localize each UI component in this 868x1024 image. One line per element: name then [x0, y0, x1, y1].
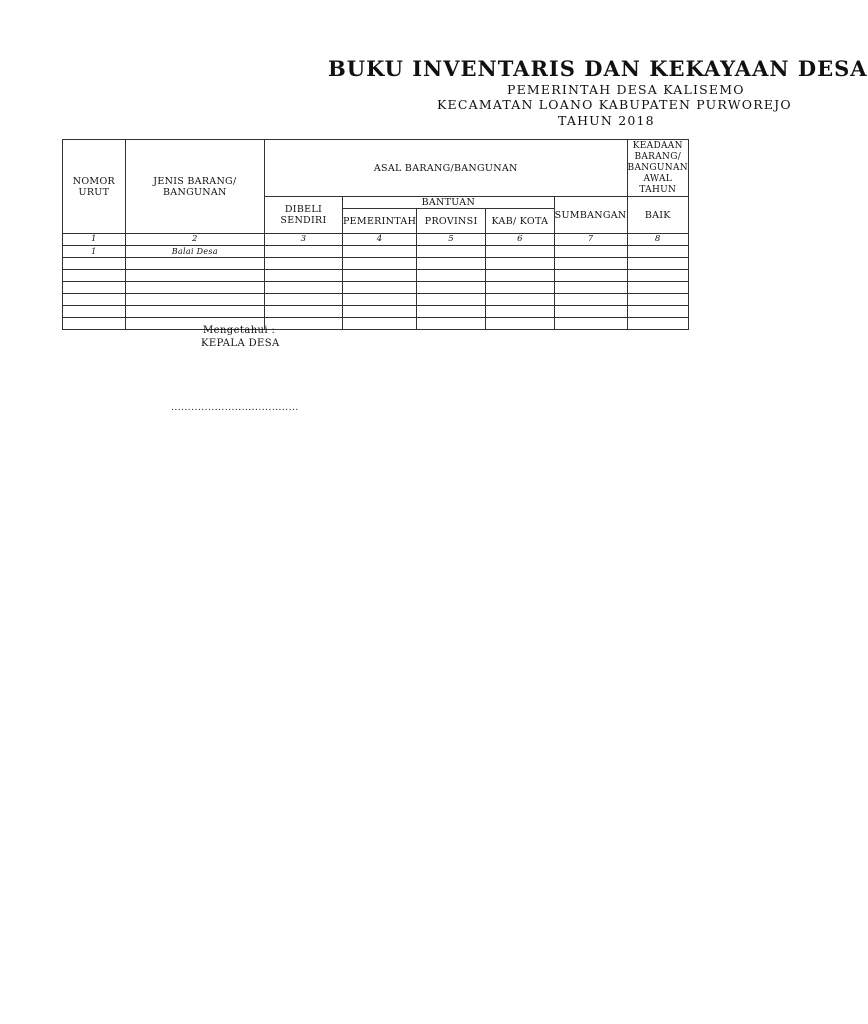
table-cell — [627, 258, 688, 270]
table-cell — [486, 258, 555, 270]
table-cell — [125, 306, 264, 318]
table-cell — [486, 270, 555, 282]
table-cell — [486, 282, 555, 294]
table-cell — [342, 246, 416, 258]
table-cell — [63, 306, 126, 318]
table-cell — [125, 258, 264, 270]
acknowledged-label: Mengetahui : — [203, 325, 276, 336]
table-cell — [342, 306, 416, 318]
table-row — [63, 258, 689, 270]
table-header-row — [63, 140, 689, 197]
column-number: 8 — [627, 234, 688, 246]
table-cell — [264, 270, 342, 282]
column-number: 3 — [264, 234, 342, 246]
signature-line: ...................................... — [171, 403, 299, 413]
header-bantuan: BANTUAN — [342, 197, 554, 209]
village-head-label: KEPALA DESA — [201, 338, 280, 349]
table-cell — [63, 282, 126, 294]
table-cell — [264, 294, 342, 306]
table-cell — [264, 282, 342, 294]
district-name: KECAMATAN LOANO KABUPATEN PURWOREJO — [437, 97, 792, 112]
table-cell — [554, 306, 627, 318]
table-cell — [417, 282, 486, 294]
header-provinsi: PROVINSI — [417, 209, 486, 234]
table-cell — [264, 258, 342, 270]
table-cell — [554, 246, 627, 258]
table-cell — [342, 282, 416, 294]
table-cell — [342, 318, 416, 330]
column-number: 1 — [63, 234, 126, 246]
column-number: 6 — [486, 234, 555, 246]
table-cell — [627, 246, 688, 258]
table-row — [63, 246, 689, 258]
header-keadaan: KEADAAN BARANG/ BANGUNAN AWAL TAHUN — [627, 141, 688, 195]
header-pemerintah: PEMERINTAH — [342, 209, 416, 234]
table-cell — [125, 270, 264, 282]
table-cell — [417, 246, 486, 258]
table-cell — [627, 270, 688, 282]
table-cell — [63, 270, 126, 282]
table-cell — [342, 270, 416, 282]
column-number: 7 — [554, 234, 627, 246]
table-cell — [63, 318, 126, 330]
table-cell — [554, 294, 627, 306]
column-number: 2 — [125, 234, 264, 246]
table-row — [63, 318, 689, 330]
row-item-name: Balai Desa — [125, 246, 264, 258]
header-kab-kota: KAB/ KOTA — [486, 209, 555, 234]
table-cell — [342, 294, 416, 306]
table-cell — [486, 294, 555, 306]
table-cell — [627, 294, 688, 306]
table-cell — [627, 318, 688, 330]
row-number: 1 — [63, 246, 126, 258]
column-number: 5 — [417, 234, 486, 246]
table-cell — [264, 246, 342, 258]
table-cell — [417, 306, 486, 318]
table-cell — [125, 282, 264, 294]
table-cell — [627, 282, 688, 294]
column-number: 4 — [342, 234, 416, 246]
document-title: BUKU INVENTARIS DAN KEKAYAAN DESA — [328, 56, 868, 81]
header-sumbangan: SUMBANGAN — [554, 197, 627, 234]
table-cell — [342, 258, 416, 270]
table-cell — [125, 294, 264, 306]
table-row — [63, 270, 689, 282]
header-dibeli-sendiri: DIBELI SENDIRI — [264, 197, 342, 234]
table-row — [63, 282, 689, 294]
table-cell — [486, 318, 555, 330]
table-cell — [554, 318, 627, 330]
table-cell — [554, 270, 627, 282]
village-name: PEMERINTAH DESA KALISEMO — [507, 82, 745, 97]
table-cell — [264, 318, 342, 330]
table-row — [63, 306, 689, 318]
document-year: TAHUN 2018 — [558, 113, 655, 128]
table-cell — [417, 294, 486, 306]
inventory-table — [62, 139, 689, 330]
header-baik: BAIK — [627, 197, 688, 234]
table-cell — [486, 306, 555, 318]
table-cell — [63, 258, 126, 270]
table-cell — [486, 246, 555, 258]
table-cell — [627, 306, 688, 318]
table-cell — [554, 258, 627, 270]
table-cell — [264, 306, 342, 318]
table-cell — [554, 282, 627, 294]
header-nomor-urut: NOMOR URUT — [63, 140, 126, 234]
table-cell — [417, 270, 486, 282]
header-jenis-barang: JENIS BARANG/ BANGUNAN — [125, 140, 264, 234]
header-asal-barang: ASAL BARANG/BANGUNAN — [264, 140, 627, 197]
column-number-row — [63, 234, 689, 246]
table-cell — [417, 258, 486, 270]
table-cell — [63, 294, 126, 306]
table-cell — [417, 318, 486, 330]
table-row — [63, 294, 689, 306]
